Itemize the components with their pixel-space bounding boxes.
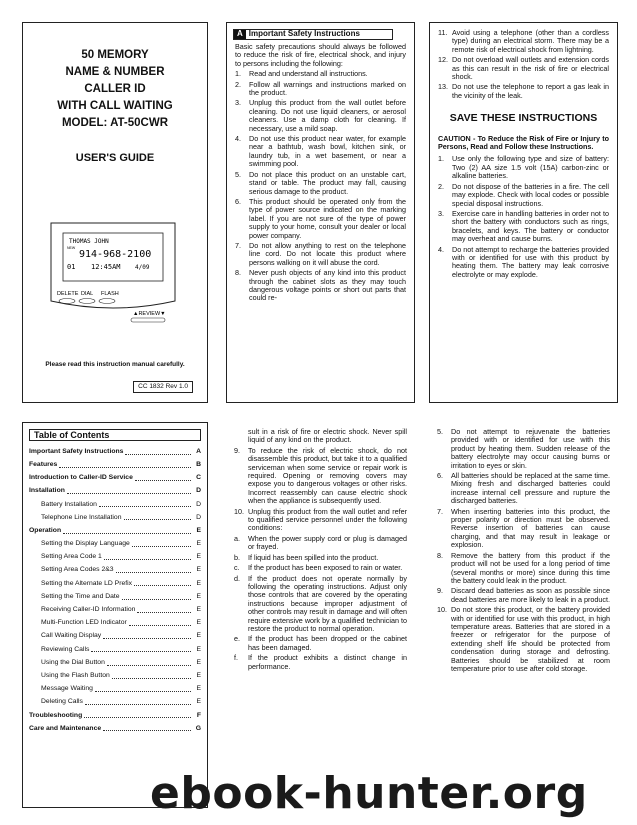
toc-label: Setting the Display Language — [41, 540, 130, 548]
cover-title-line: MODEL: AT-50CWR — [61, 117, 169, 129]
toc-label: Receiving Caller-ID Information — [41, 606, 136, 614]
battery-list-b — [437, 428, 610, 673]
list-item: 9. Discard dead batteries as soon as possible since dead batteries are more likely to leak in a product. — [437, 586, 611, 604]
caller-id-device-illustration — [47, 219, 179, 331]
toc-page: D — [196, 500, 201, 508]
toc-page: D — [196, 487, 201, 495]
toc-label: Setting Area Codes 2&3 — [41, 566, 114, 574]
battery-list-a — [438, 155, 609, 279]
toc-page: E — [196, 671, 201, 679]
toc-page: E — [196, 540, 201, 548]
toc-label: Care and Maintenance — [29, 724, 102, 732]
display-caller-number: 914-968-2100 — [79, 249, 152, 260]
toc-page: E — [196, 685, 201, 693]
toc-page: D — [196, 513, 201, 521]
toc-row — [29, 525, 201, 538]
flash-button-shape — [99, 299, 115, 304]
toc-label: Important Safety Instructions — [29, 447, 124, 455]
toc-leader — [103, 634, 191, 639]
list-item: 9. To reduce the risk of electric shock, do not disassemble this product, but take it to a qualified serviceman when some service or repair work is required. Opening or removing covers may expose you to dangerous voltages or other risks. Incorrect reassembly can cause electric shock when the appliance is subsequently used. — [234, 445, 407, 506]
list-item: 7. Do not allow anything to rest on the telephone line cord. Do not locate this product where persons walking on it will abuse the cord. — [235, 240, 406, 267]
toc-row — [29, 630, 201, 643]
toc-page: E — [196, 645, 201, 653]
toc-label: Battery Installation — [41, 500, 97, 508]
toc-row — [29, 459, 201, 472]
toc-row — [29, 551, 201, 564]
list-item: 12. Do not overload wall outlets and extension cords as this can result in the risk of fire or electrical shock. — [438, 55, 609, 82]
toc-leader — [104, 555, 191, 560]
toc-row — [29, 656, 201, 669]
list-item: 3. Unplug this product from the wall outlet before cleaning. Do not use liquid cleaners, or aerosol cleaners. Use a damp cloth for cleaning. If necessary, use a mild soap. — [235, 98, 406, 133]
display-date: 4/09 — [135, 264, 150, 271]
toc-page: E — [196, 658, 201, 666]
list-item: e. If the product has been dropped or the cabinet has been damaged. — [234, 634, 407, 652]
toc-row — [29, 498, 201, 511]
toc-row — [29, 709, 201, 722]
section-title: Important Safety Instructions — [248, 29, 360, 39]
continued-text: sult in a risk of fire or electric shock. Never spill liquid of any kind on the product. — [248, 427, 407, 445]
display-caller-name: THOMAS JOHN — [69, 238, 109, 245]
toc-panel — [22, 422, 208, 808]
toc-label: Using the Flash Button — [41, 671, 110, 679]
list-item: b. If liquid has been spilled into the product. — [234, 552, 379, 562]
toc-page: E — [196, 632, 201, 640]
toc-leader — [67, 489, 191, 494]
section-letter: A — [234, 30, 246, 39]
toc-leader — [95, 687, 191, 692]
cover-title-line: 50 MEMORY — [81, 49, 149, 61]
list-item: 6. This product should be operated only from the type of power source indicated on the marking label. If you are not sure of the type of power supply to your home, consult your dealer or local power company. — [235, 196, 406, 240]
toc-page: E — [196, 579, 201, 587]
delete-button-shape — [59, 299, 75, 304]
list-item: 1. Read and understand all instructions. — [235, 69, 368, 79]
toc-row — [29, 617, 201, 630]
safety-section-header — [233, 29, 393, 40]
review-button-shape — [131, 318, 165, 322]
toc-leader — [132, 542, 191, 547]
list-item: 2. Do not dispose of the batteries in a fire. The cell may explode. Check with local codes or possible special disposal instructions. — [438, 181, 609, 208]
dial-button-shape — [79, 299, 95, 304]
toc-leader — [125, 450, 191, 455]
toc-leader — [116, 568, 191, 573]
users-guide-heading: USER'S GUIDE — [75, 152, 155, 164]
toc-row — [29, 604, 201, 617]
cover-title-line: NAME & NUMBER — [65, 66, 165, 78]
toc-page: E — [196, 606, 201, 614]
save-instructions-heading: SAVE THESE INSTRUCTIONS — [449, 112, 598, 125]
toc-label: Installation — [29, 487, 65, 495]
toc-label: Call Waiting Display — [41, 632, 102, 640]
toc-heading: Table of Contents — [29, 429, 201, 441]
toc-row — [29, 722, 201, 735]
toc-page: E — [196, 566, 201, 574]
toc-label: Reviewing Calls — [41, 645, 90, 653]
caution-text: CAUTION - To Reduce the Risk of Fire or Injury to Persons, Read and Follow these Instructions. — [438, 133, 609, 152]
list-item: 7. When inserting batteries into this product, the proper polarity or direction must be observed. Reverse insertion of batteries can cause charging, and that may result in leakage or explosion. — [437, 506, 610, 550]
list-item: 4. Do not attempt to recharge the batteries provided with or identified for use with this product by heating them. The battery may leak corrosive electrolyte or may explode. — [438, 244, 609, 279]
toc-leader — [134, 581, 191, 586]
toc-page: E — [196, 592, 201, 600]
toc-page: E — [196, 619, 201, 627]
list-item: 8. Never push objects of any kind into this product through the cabinet slots as they may touch dangerous voltage points or short out parts that could re- — [235, 268, 406, 303]
cover-title-line: WITH CALL WAITING — [57, 100, 173, 112]
display-small-label: NEW — [67, 246, 76, 250]
toc-leader — [63, 529, 191, 534]
display-time: 12:45AM — [91, 263, 121, 271]
cover-title — [23, 47, 207, 132]
toc-page: G — [195, 724, 201, 732]
flash-button-label: FLASH — [101, 291, 119, 297]
list-item: c. If the product has been exposed to rain or water. — [234, 563, 403, 573]
cover-panel — [22, 22, 208, 403]
toc-label: Setting the Time and Date — [41, 592, 120, 600]
toc-row — [29, 683, 201, 696]
review-button-label: ▲REVIEW▼ — [133, 311, 166, 317]
toc-page: E — [196, 698, 201, 706]
toc-leader — [107, 661, 191, 666]
toc-leader — [91, 647, 191, 652]
toc-page: C — [196, 474, 201, 482]
safety-list-b — [438, 29, 609, 100]
safety-intro: Basic safety precautions should always be followed to reduce the risk of fire, electrical shock, and injury to persons including the following: — [235, 42, 406, 68]
safety-panel-3 — [226, 422, 415, 808]
toc-row — [29, 485, 201, 498]
list-item: 1. Use only the following type and size of battery: Two (2) AA size 1.5 volt (15A) carbon-zinc or alkaline batteries. — [438, 154, 609, 181]
toc-page: E — [196, 526, 201, 534]
safety-panel-4 — [429, 422, 618, 808]
safety-panel-2 — [429, 22, 618, 403]
list-item: 13. Do not use the telephone to report a gas leak in the vicinity of the leak. — [438, 82, 609, 100]
delete-button-label: DELETE — [57, 291, 79, 297]
toc-row — [29, 564, 201, 577]
toc-leader — [129, 621, 191, 626]
toc-row — [29, 590, 201, 603]
toc-list — [23, 445, 207, 735]
toc-leader — [85, 700, 191, 705]
list-item: 10. Do not store this product, or the battery provided with or identified for use with this product, in high temperature areas. Batteries that are stored in a freezer or refrigerator for the purpose of extending shelf life should be protected from condensation during storage and defrosting. Batteries should be stabilized at room temperature prior to use after cold storage. — [437, 605, 610, 673]
toc-row — [29, 445, 201, 458]
toc-leader — [112, 674, 191, 679]
toc-leader — [99, 502, 191, 507]
list-item: f. If the product exhibits a distinct change in performance. — [234, 653, 407, 671]
toc-row — [29, 670, 201, 683]
list-item: 5. Do not place this product on an unstable cart, stand or table. The product may fall, causing serious damage to the product. — [235, 169, 406, 196]
list-item: 3. Exercise care in handling batteries in order not to short the battery with conductors such as rings, bracelets, and keys. The battery or conductor may overheat and cause burns. — [438, 208, 609, 244]
list-item: d. If the product does not operate normally by following the operating instructions. Adjust only those controls that are covered by the operating instructions because improper adjustment of other controls may result in damage and will often require extensive work by a qualified technician to restore the product to normal operation. — [234, 573, 407, 633]
toc-label: Deleting Calls — [41, 698, 83, 706]
list-item: 6. All batteries should be replaced at the same time. Mixing fresh and discharged batteries could increase internal cell pressure and rupture the discharged batteries. — [437, 471, 610, 506]
toc-label: Message Waiting — [41, 685, 93, 693]
toc-row — [29, 643, 201, 656]
toc-label: Multi-Function LED Indicator — [41, 619, 127, 627]
toc-leader — [103, 726, 191, 731]
safety-list-a — [235, 70, 406, 303]
toc-leader — [59, 463, 191, 468]
list-item: 4. Do not use this product near water, for example near a bathtub, wash bowl, kitchen sink, or laundry tub, in a wet basement, or near a swimming pool. — [235, 134, 406, 169]
toc-page: F — [196, 711, 201, 719]
list-item: 5. Do not attempt to rejuvenate the batteries provided with or identified for use with this product by heating them. Sudden release of the battery electrolyte may occur causing burns or irritation to eyes or skin. — [437, 427, 610, 470]
toc-label: Troubleshooting — [29, 711, 83, 719]
toc-label: Setting Area Code 1 — [41, 553, 102, 561]
toc-label: Telephone Line Installation — [41, 513, 122, 521]
list-item: 2. Follow all warnings and instructions marked on the product. — [235, 79, 406, 98]
toc-page: A — [196, 447, 201, 455]
toc-row — [29, 696, 201, 709]
toc-leader — [124, 515, 192, 520]
toc-label: Using the Dial Button — [41, 658, 105, 666]
list-item: 8. Remove the battery from this product if the product will not be used for a long period of time (several months or more) since during this time the battery could leak in the product. — [437, 550, 610, 585]
watermark: ebook-hunter.org — [150, 768, 588, 819]
toc-leader — [137, 608, 191, 613]
cover-title-line: CALLER ID — [84, 83, 146, 95]
list-item: 11. Avoid using a telephone (other than a cordless type) during an electrical storm. There may be a remote risk of electrical shock from lightning. — [438, 28, 609, 54]
toc-row — [29, 538, 201, 551]
safety-panel-1 — [226, 22, 415, 403]
toc-label: Setting the Alternate LD Prefix — [41, 579, 133, 587]
toc-page: B — [196, 460, 201, 468]
toc-label: Introduction to Caller-ID Service — [29, 474, 133, 482]
toc-row — [29, 511, 201, 524]
cover-note: Please read this instruction manual carefully. — [45, 361, 185, 368]
dial-button-label: DIAL — [81, 291, 94, 297]
cover-code: CC 1832 Rev 1.0 — [133, 381, 193, 393]
safety-list-d — [234, 447, 407, 671]
toc-leader — [135, 476, 191, 481]
toc-page: E — [196, 553, 201, 561]
list-item: 10. Unplug this product from the wall outlet and refer to qualified service personnel under the following conditions: — [234, 506, 407, 533]
toc-leader — [84, 713, 191, 718]
toc-row — [29, 577, 201, 590]
list-item: a. When the power supply cord or plug is damaged or frayed. — [234, 533, 407, 552]
toc-label: Operation — [29, 526, 62, 534]
toc-label: Features — [29, 460, 58, 468]
toc-leader — [122, 595, 191, 600]
toc-row — [29, 472, 201, 485]
display-call-count: 01 — [67, 263, 76, 271]
